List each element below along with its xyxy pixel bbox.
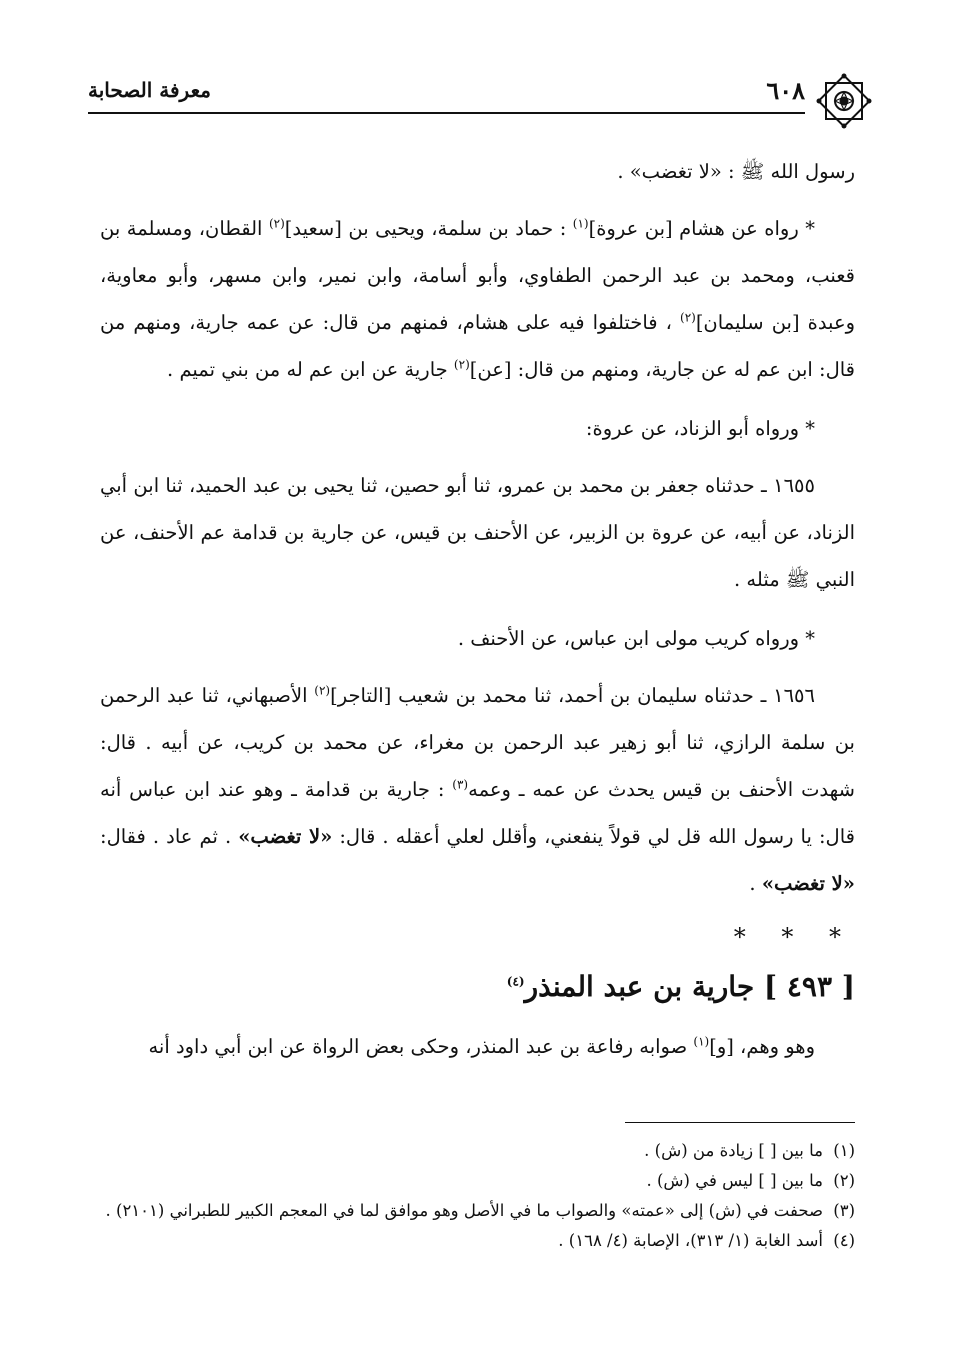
footnote-number: (١) [833, 1141, 855, 1160]
p2-text-e: جارية عن ابن عم له من بني تميم . [167, 358, 454, 381]
p2-text-d: ، فاختلفوا فيه على هشام، فمنهم من قال: عن عمه جارية، ومنهم من قال: ابن عم له عن جارية، ومنهم من قال: [عن] [100, 311, 855, 381]
paragraph-3-text: * ورواه أبو الزناد، عن عروة: [585, 417, 815, 440]
running-title: معرفة الصحابة [88, 78, 211, 102]
footnote-text: صحفت في (ش) إلى «عمته» والصواب ما في الأصل وهو موافق لما في المعجم الكبير للطبراني (٢١٠١) . [105, 1201, 823, 1220]
footnote-text: ما بين [ ] زيادة من (ش) . [644, 1141, 823, 1160]
footnote-number: (٤) [833, 1231, 855, 1250]
paragraph-3 [100, 405, 855, 452]
main-text [100, 148, 855, 1082]
section-separator: * * * [733, 923, 855, 951]
footnote-number: (٢) [833, 1171, 855, 1190]
footnote-ref[interactable]: (٢) [314, 683, 331, 698]
paragraph-5-text: * ورواه كريب مولى ابن عباس، عن الأحنف . [457, 627, 815, 650]
footnote-item [100, 1136, 855, 1166]
paragraph-1 [100, 148, 855, 195]
footnote-item [100, 1196, 855, 1226]
footnote-text: ما بين [ ] ليس في (ش) . [646, 1171, 823, 1190]
paragraph-5 [100, 615, 855, 662]
p2-text-a: * رواه عن هشام [بن عروة] [588, 217, 815, 240]
footnote-ref[interactable]: (١) [572, 216, 589, 231]
footnote-ref[interactable]: (١) [693, 1034, 710, 1049]
footnote-divider [625, 1122, 855, 1123]
p6-text-d: . ثم عاد . فقال: [100, 825, 239, 848]
footnote-ref[interactable]: (٢) [680, 310, 696, 325]
footnote-item [100, 1166, 855, 1196]
p6-text-a: ١٦٥٦ ـ حدثناه سليمان بن أحمد، ثنا محمد بن شعيب [التاجر] [330, 684, 815, 707]
header-divider [88, 112, 805, 114]
p7-text-a: وهو وهم، [و] [709, 1035, 815, 1058]
paragraph-7 [100, 1023, 855, 1070]
quote-bold: «لا تغضب» [761, 872, 855, 895]
p6-text-c: : جارية بن قدامة ـ وهو عند ابن عباس أنه قال: يا رسول الله قل لي قولاً ينفعني، وأقلل لعلي أعقله . قال: [100, 778, 855, 848]
footnote-ref[interactable]: (٤) [506, 974, 525, 989]
footnotes [100, 1136, 855, 1256]
footnote-number: (٣) [833, 1201, 855, 1220]
footnote-text: أسد الغابة (١/ ٣١٣)، الإصابة (٤/ ١٦٨) . [558, 1231, 823, 1250]
footnote-ref[interactable]: (٣) [452, 777, 469, 792]
page-number: ٦٠٨ [766, 76, 805, 105]
quote-bold: «لا تغضب» [238, 825, 333, 848]
p2-text-c: القطان، ومسلمة بن قعنب، ومحمد بن عبد الرحمن الطفاوي، وأبو أسامة، وابن نمير، وابن مسهر، وأبو معاوية، وعبدة [بن سليمان] [100, 217, 855, 334]
p2-text-b: : حماد بن سلمة، ويحيى بن [سعيد] [284, 217, 573, 240]
footnote-ref[interactable]: (٢) [453, 357, 470, 372]
paragraph-2 [100, 205, 855, 393]
footnote-ref[interactable]: (٢) [268, 216, 285, 231]
paragraph-6 [100, 672, 855, 907]
paragraph-4 [100, 462, 855, 603]
octagram-ornament-icon [813, 70, 875, 132]
paragraph-4-text: ١٦٥٥ ـ حدثناه جعفر بن محمد بن عمرو، ثنا أبو حصين، ثنا يحيى بن عبد الحميد، ثنا ابن أبي الزناد، عن أبيه، عن عروة بن الزبير، عن الأحنف بن قيس، عن جارية بن قدامة عم الأحنف، عن النبي ﷺ مثله . [100, 474, 855, 591]
p6-text-e: . [749, 872, 762, 895]
p6-text-b: الأصبهاني، ثنا عبد الرحمن بن سلمة الرازي، ثنا أبو زهير عبد الرحمن بن مغراء، عن محمد بن كريب، عن أبيه . قال: شهدت الأحنف بن قيس يحدث عن عمه ـ وعمه [100, 684, 855, 801]
section-heading [100, 963, 855, 1011]
footnote-item [100, 1226, 855, 1256]
heading-text: [ ٤٩٣ ] جارية بن عبد المنذر [524, 970, 855, 1003]
paragraph-1-text: رسول الله ﷺ : «لا تغضب» . [617, 160, 855, 183]
p7-text-b: صوابه رفاعة بن عبد المنذر، وحكى بعض الرواة عن ابن أبي داود أنه [148, 1035, 694, 1058]
